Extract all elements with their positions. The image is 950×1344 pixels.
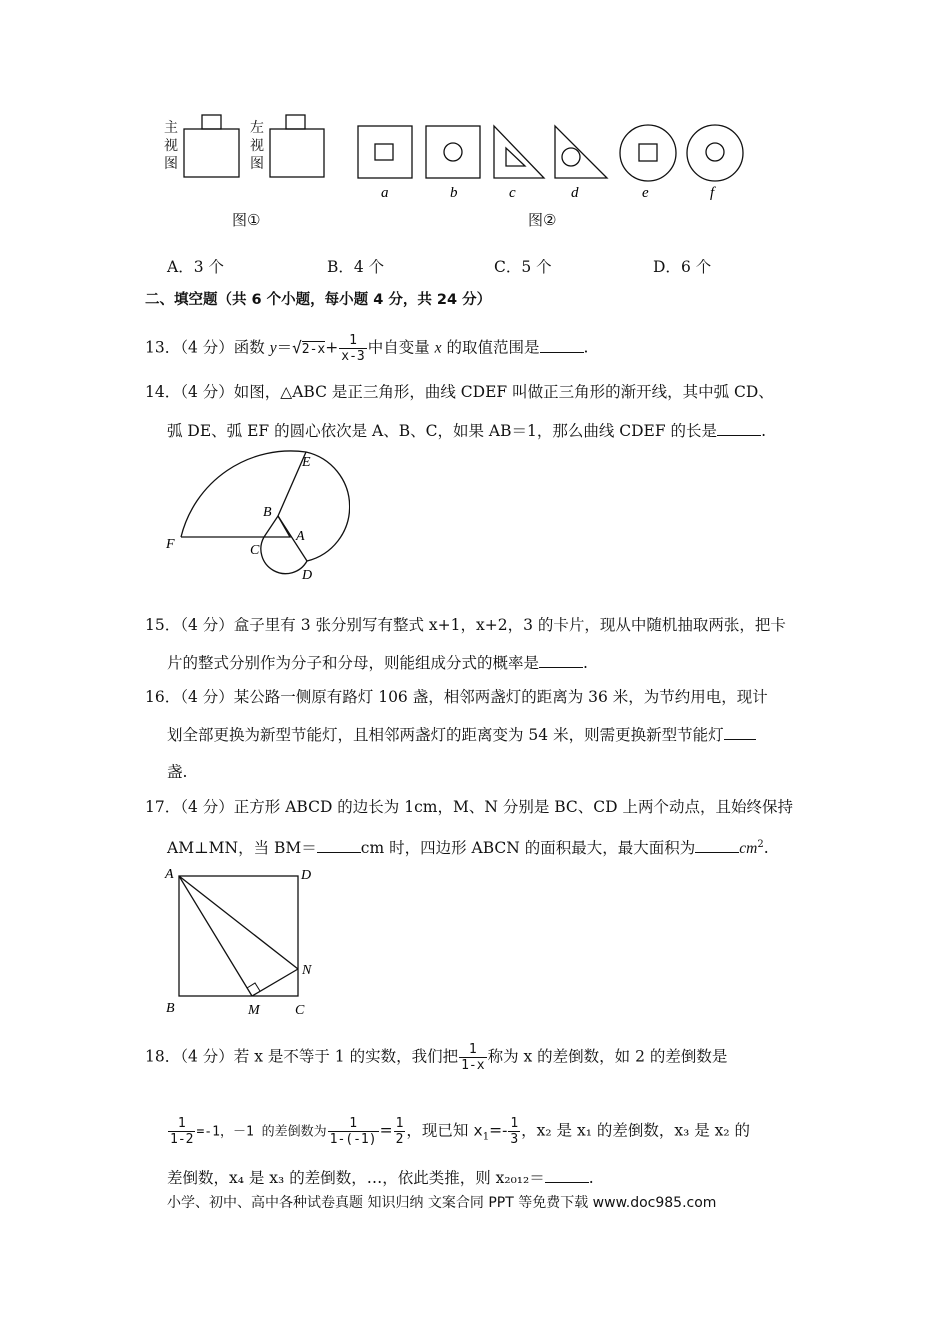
front-view-box bbox=[184, 129, 239, 177]
label-b: b bbox=[450, 185, 458, 201]
label-C: C bbox=[295, 1003, 305, 1018]
label-B: B bbox=[166, 1001, 175, 1016]
label-A: A bbox=[165, 867, 174, 882]
label-B: B bbox=[263, 505, 272, 520]
question-18-line1: 18．（4 分）若 x 是不等于 1 的实数，我们把 $\frac{1}{1-x}$ 称为 x 的差倒数，如 2 的差倒数是 bbox=[145, 1042, 728, 1073]
square-figure bbox=[160, 862, 330, 1022]
shape-e bbox=[620, 125, 676, 181]
question-14-line2: 弧 DE、弧 EF 的圆心依次是 A、B、C，如果 AB＝1，那么曲线 CDEF 的长是 . bbox=[167, 422, 766, 440]
involute-figure bbox=[160, 445, 350, 590]
question-18-line2: $\frac{1}{1-2}$ =-1，－1 的差倒数为 $\frac{1}{1-(-1)}$ = $\frac{1}{2}$ ，现已知 $x_1=-$ $\frac{1}{3}$ ，x₂ 是 x₁ 的差倒数，x₃ 是 x₂ 的 bbox=[170, 1116, 751, 1147]
fig1-caption: 图① bbox=[232, 211, 261, 229]
option-a: A．3 个 bbox=[167, 258, 224, 276]
option-d: D．6 个 bbox=[653, 258, 712, 276]
question-16-line3: 盏. bbox=[167, 763, 188, 781]
label-E: E bbox=[302, 455, 311, 470]
label-e: e bbox=[642, 185, 649, 201]
label-D: D bbox=[302, 568, 313, 583]
shape-c bbox=[494, 126, 544, 178]
question-17-line2: AM⊥MN，当 BM＝ cm 时，四边形 ABCN 的面积最大，最大面积为 $cm^2$. bbox=[167, 839, 769, 858]
question-15-line1: 15．（4 分）盒子里有 3 张分别写有整式 x+1，x+2，3 的卡片，现从中随机抽取两张，把卡 bbox=[145, 616, 786, 634]
section2-title: 二、填空题（共 6 个小题，每小题 4 分，共 24 分） bbox=[145, 292, 492, 308]
label-A: A bbox=[296, 529, 305, 544]
label-N: N bbox=[302, 963, 312, 978]
fig2-caption: 图② bbox=[528, 211, 557, 229]
question-13: 13．（4 分）函数 y＝√2-x+ $\frac{1}{x-3}$ 中自变量 x 的取值范围是 . bbox=[145, 333, 589, 364]
question-17-line1: 17．（4 分）正方形 ABCD 的边长为 1cm，M、N 分别是 BC、CD 上两个动点，且始终保持 bbox=[145, 798, 794, 816]
shape-b bbox=[426, 126, 480, 178]
question-18-line3: 差倒数，x₄ 是 x₃ 的差倒数，…，依此类推，则 x₂₀₁₂＝ . bbox=[167, 1169, 594, 1187]
left-view-top bbox=[286, 115, 305, 129]
label-f: f bbox=[710, 185, 715, 201]
question-16-line2: 划全部更换为新型节能灯，且相邻两盏灯的距离变为 54 米，则需更换新型节能灯 bbox=[167, 725, 756, 745]
label-d: d bbox=[571, 185, 579, 201]
left-view-label: 左 视 图 bbox=[250, 120, 264, 172]
footer: 小学、初中、高中各种试卷真题 知识归纳 文案合同 PPT 等免费下载 www.doc985.com bbox=[167, 1195, 717, 1211]
label-D: D bbox=[301, 868, 312, 883]
front-view-top bbox=[202, 115, 221, 129]
question-16-line1: 16．（4 分）某公路一侧原有路灯 106 盏，相邻两盏灯的距离为 36 米，为节约用电，现计 bbox=[145, 688, 768, 706]
left-view-box bbox=[270, 129, 324, 177]
shape-f bbox=[687, 125, 743, 181]
label-C: C bbox=[250, 543, 260, 558]
option-b: B．4 个 bbox=[327, 258, 385, 276]
label-M: M bbox=[248, 1003, 260, 1018]
question-15-line2: 片的整式分别作为分子和分母，则能组成分式的概率是 . bbox=[167, 654, 588, 672]
option-c: C．5 个 bbox=[494, 258, 552, 276]
front-view-label: 主 视 图 bbox=[164, 120, 178, 172]
shape-a bbox=[358, 126, 412, 178]
label-F: F bbox=[166, 537, 175, 552]
label-a: a bbox=[381, 185, 389, 201]
label-c: c bbox=[509, 185, 516, 201]
question-14-line1: 14．（4 分）如图，△ABC 是正三角形，曲线 CDEF 叫做正三角形的渐开线，其中弧 CD、 bbox=[145, 383, 774, 401]
